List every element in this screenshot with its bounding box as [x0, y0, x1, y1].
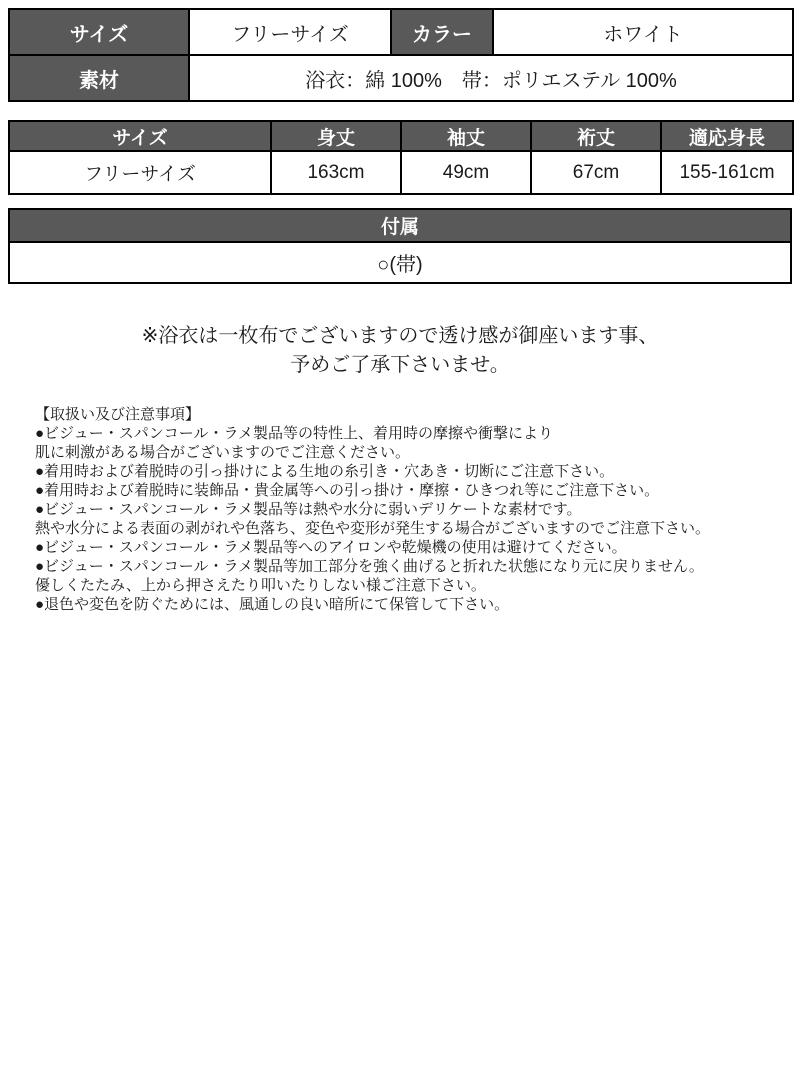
handling-notes-title: 【取扱い及び注意事項】	[35, 406, 201, 423]
col-header-fit-height: 適応身長	[661, 121, 793, 151]
col-header-sleeve-length: 袖丈	[401, 121, 531, 151]
spec-row-size-color	[9, 9, 793, 55]
size-value-cell: フリーサイズ	[189, 9, 391, 55]
size-label-cell: サイズ	[9, 9, 189, 55]
cell-size: フリーサイズ	[9, 151, 271, 194]
spec-row-material	[9, 55, 793, 101]
handling-note-line: ●ビジュー・スパンコール・ラメ製品等加工部分を強く曲げると折れた状態になり元に戻りません。	[35, 558, 704, 575]
handling-note-line: 熱や水分による表面の剥がれや色落ち、変色や変形が発生する場合がございますのでご注意下さい。	[35, 520, 711, 537]
handling-note-line: ●着用時および着脱時の引っ掛けによる生地の糸引き・穴あき・切断にご注意下さい。	[35, 463, 615, 480]
cell-sleeve-length: 49cm	[401, 151, 531, 194]
col-header-size: サイズ	[9, 121, 271, 151]
handling-note-line: 優しくたたみ、上から押さえたり叩いたりしない様ご注意下さい。	[35, 577, 486, 594]
accessories-value-cell: ○(帯)	[9, 242, 791, 283]
handling-note-line: ●ビジュー・スパンコール・ラメ製品等は熱や水分に弱いデリケートな素材です。	[35, 501, 582, 518]
accessories-table	[8, 208, 792, 284]
handling-note-line: ●退色や変色を防ぐためには、風通しの良い暗所にて保管して下さい。	[35, 596, 510, 613]
accessories-header-row	[9, 209, 791, 242]
accessories-header-cell: 付属	[9, 209, 791, 242]
accessories-data-row	[9, 242, 791, 283]
col-header-body-length: 身丈	[271, 121, 401, 151]
handling-note-line: 肌に刺激がある場合がございますのでご注意ください。	[35, 444, 411, 461]
measurements-table	[8, 120, 794, 195]
color-value-cell: ホワイト	[493, 9, 793, 55]
measurements-header-row	[9, 121, 793, 151]
cell-yuki-length: 67cm	[531, 151, 661, 194]
col-header-yuki-length: 裄丈	[531, 121, 661, 151]
handling-notes	[35, 405, 800, 614]
cell-body-length: 163cm	[271, 151, 401, 194]
notice-line-2: 予めご了承下さいませ。	[290, 354, 510, 376]
handling-note-line: ●着用時および着脱時に装飾品・貴金属等への引っ掛け・摩擦・ひきつれ等にご注意下さい。	[35, 482, 660, 499]
handling-note-line: ●ビジュー・スパンコール・ラメ製品等へのアイロンや乾燥機の使用は避けてください。	[35, 539, 627, 556]
handling-note-line: ●ビジュー・スパンコール・ラメ製品等の特性上、着用時の摩擦や衝撃により	[35, 425, 554, 442]
cell-fit-height: 155-161cm	[661, 151, 793, 194]
material-value-cell: 浴衣：綿 100% 帯：ポリエステル 100%	[189, 55, 793, 101]
color-label-cell: カラー	[391, 9, 493, 55]
material-label-cell: 素材	[9, 55, 189, 101]
spec-table	[8, 8, 794, 102]
sheerness-notice	[0, 322, 800, 380]
notice-line-1: ※浴衣は一枚布でございますので透け感が御座います事、	[141, 325, 659, 347]
measurements-data-row	[9, 151, 793, 194]
